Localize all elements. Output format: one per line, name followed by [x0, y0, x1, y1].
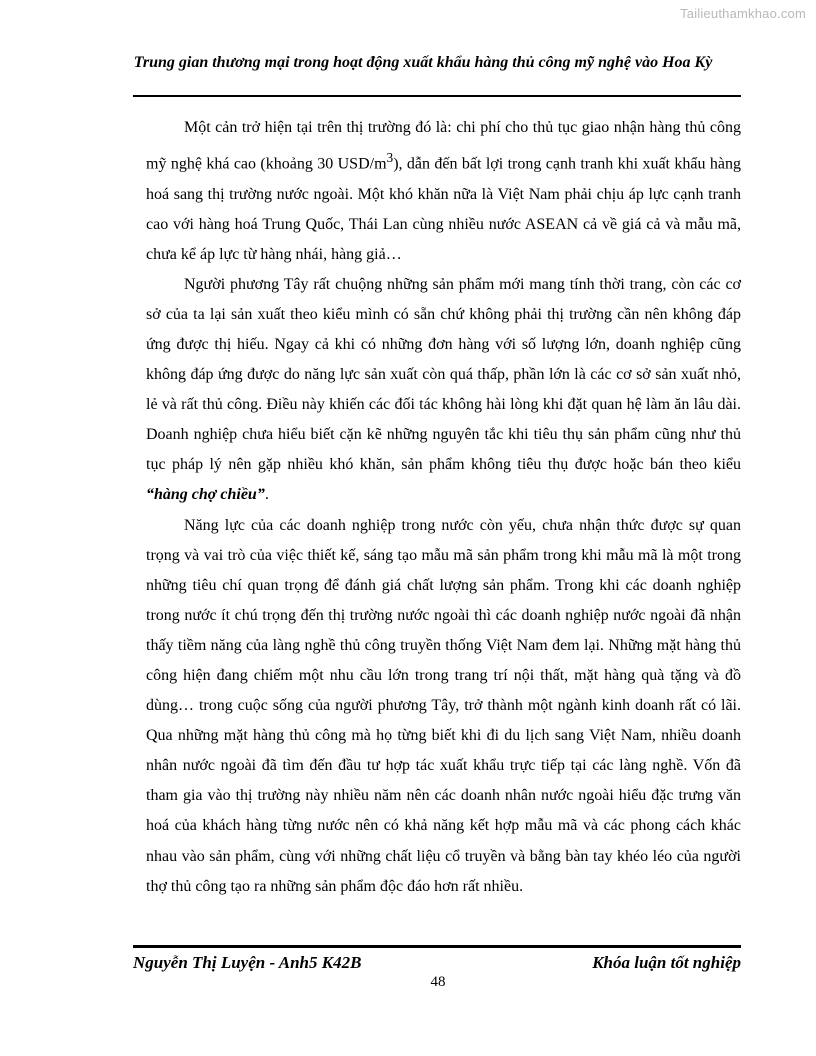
paragraph-1	[146, 113, 741, 270]
paragraph-2	[146, 270, 741, 511]
header-divider	[133, 95, 741, 97]
running-header-title: Trung gian thương mại trong hoạt động xuất khẩu hàng thủ công mỹ nghệ vào Hoa Kỳ	[133, 54, 713, 71]
paragraph-1-text-cont: ), dẫn đến bất lợi trong cạnh tranh khi xuất khẩu hàng hoá sang thị trường nước ngoài. Một khó khăn nữa là Việt Nam phải chịu áp lực cạnh tranh cao với hàng hoá Trung Quốc, Thái Lan cùng nhiều nước ASEAN cả về giá cả và mẫu mã, chưa kể áp lực từ hàng nhái, hàng giả…	[146, 155, 741, 263]
emphasis-quote: “hàng chợ chiều”	[146, 486, 265, 504]
superscript-3: 3	[386, 150, 394, 166]
paragraph-2-end: .	[264, 486, 269, 504]
paragraph-1-text: Một cản trở hiện tại trên thị trường đó là: chi phí cho thủ tục giao nhận hàng thủ công mỹ nghệ khá cao (khoảng 30 USD/m	[146, 119, 741, 173]
footer-divider	[133, 945, 741, 948]
paragraph-2-text: Người phương Tây rất chuộng những sản phẩm mới mang tính thời trang, còn các cơ sở của ta lại sản xuất theo kiểu mình có sẵn chứ không phải thị trường cần nên không đáp ứng được thị hiếu. Ngay cả khi có những đơn hàng với số lượng lớn, doanh nghiệp cũng không đáp ứng được do năng lực sản xuất còn quá thấp, phần lớn là các cơ sở sản xuất nhỏ, lẻ và rất thủ công. Điều này khiến các đối tác không hài lòng khi đặt quan hệ làm ăn lâu dài. Doanh nghiệp chưa hiểu biết cặn kẽ những nguyên tắc khi tiêu thụ sản phẩm cũng như thủ tục pháp lý nên gặp nhiều khó khăn, sản phẩm không tiêu thụ được hoặc bán theo kiểu	[146, 275, 741, 474]
paragraph-3: Năng lực của các doanh nghiệp trong nước còn yếu, chưa nhận thức được sự quan trọng và vai trò của việc thiết kế, sáng tạo mẫu mã sản phẩm trong khi mẫu mã là một trong những tiêu chí quan trọng để đánh giá chất lượng sản phẩm. Trong khi các doanh nghiệp trong nước ít chú trọng đến thị trường nước ngoài thì các doanh nghiệp nước ngoài đã nhận thấy tiềm năng của làng nghề thủ công truyền thống Việt Nam đem lại. Những mặt hàng thủ công hiện đang chiếm một nhu cầu lớn trong trang trí nội thất, mặt hàng quà tặng và đồ dùng… trong cuộc sống của người phương Tây, trở thành một ngành kinh doanh rất có lãi. Qua những mặt hàng thủ công mà họ từng biết khi đi du lịch sang Việt Nam, nhiều doanh nhân nước ngoài đã tìm đến đầu tư hợp tác xuất khẩu trực tiếp tại các làng nghề. Vốn đã tham gia vào thị trường này nhiều năm nên các doanh nhân nước ngoài hiểu đặc trưng văn hoá của khách hàng từng nước nên có khả năng kết hợp mẫu mã và các phong cách khác nhau vào sản phẩm, cùng với những chất liệu cổ truyền và bằng bàn tay khéo léo của người thợ thủ công tạo ra những sản phẩm độc đáo hơn rất nhiều.	[146, 516, 741, 895]
footer-document-type: Khóa luận tốt nghiệp	[592, 953, 741, 972]
footer-author: Nguyễn Thị Luyện - Anh5 K42B	[133, 953, 362, 972]
page-number: 48	[430, 974, 446, 990]
watermark: Tailieuthamkhao.com	[680, 6, 806, 21]
page-body	[146, 113, 741, 902]
